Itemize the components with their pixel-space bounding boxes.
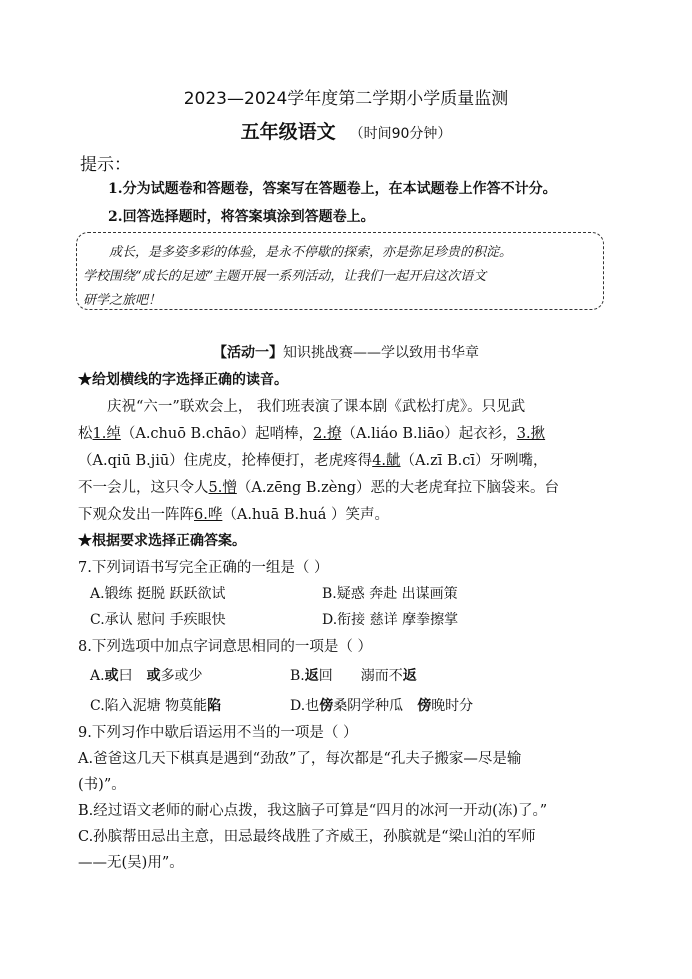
time-label: （时间90分钟）	[349, 126, 452, 142]
passage-line-2: 松1.绰（A.chuō B.chāo）起哨棒，2.撩（A.liáo B.liāo）起衣衫，3.揪	[78, 426, 546, 442]
passage-line-5: 下观众发出一阵阵6.哗（A.huā B.huá ）笑声。	[78, 507, 390, 523]
marked-char-3: 3.揪	[516, 426, 546, 442]
option-9c-line-1: C.孙膑帮田忌出主意，田忌最终战胜了齐威王，孙膑就是“梁山泊的军师	[78, 829, 536, 845]
intro-line-2: 学校围绕“成长的足迹”主题开展一系列活动，让我们一起开启这次语文	[83, 269, 487, 284]
activity-name: 知识挑战赛——学以致用书华章	[283, 345, 479, 361]
option-9b: B.经过语文老师的耐心点拨，我这脑子可算是“四月的冰河一开动(冻)了。”	[78, 803, 548, 819]
passage-line-4: 不一会儿，这只令人5.憎（A.zēng B.zèng）恶的大老虎耷拉下脑袋来。台	[78, 480, 559, 496]
hints-label: 提示：	[80, 155, 131, 175]
marked-char-6: 6.哗	[194, 507, 223, 523]
intro-line-3: 研学之旅吧！	[83, 293, 162, 308]
marked-char-2: 2.撩	[313, 426, 342, 442]
activity-tag: 【活动一】	[213, 345, 283, 361]
option-7a: A.锻练 挺脱 跃跃欲试	[90, 586, 226, 602]
option-7c: C.承认 慰问 手疾眼快	[90, 612, 226, 628]
question-9-stem: 9.下列习作中歇后语运用不当的一项是（ ）	[78, 725, 358, 741]
hint-item-1: 1.分为试题卷和答题卷，答案写在答题卷上，在本试题卷上作答不计分。	[108, 181, 557, 197]
passage-line-3: （A.qiū B.jiū）住虎皮，抡棒便打，老虎疼得4.龇（A.zī B.cī）牙咧嘴，	[78, 453, 548, 469]
question-7-stem: 7.下列词语书写完全正确的一组是（ ）	[78, 560, 329, 576]
marked-char-1: 1.绰	[92, 426, 121, 442]
question-9-options	[78, 746, 624, 876]
exam-title: 2023—2024学年度第二学期小学质量监测	[183, 89, 509, 109]
marked-char-5: 5.憎	[208, 480, 237, 496]
question-8-stem: 8.下列选项中加点字词意思相同的一项是（ ）	[78, 639, 372, 655]
hint-item-2: 2.回答选择题时，将答案填涂到答题卷上。	[108, 209, 375, 225]
option-8a: A.或曰 或多或少	[90, 668, 203, 684]
question-8-row-1	[90, 665, 417, 685]
option-7d: D.衔接 慈详 摩拳擦掌	[322, 612, 459, 628]
exam-subtitle	[0, 117, 692, 144]
option-9c-line-2: ——无(吴)用”。	[78, 855, 184, 871]
question-7-row-2	[90, 609, 459, 629]
option-8d: D.也傍桑阴学种瓜 傍晚时分	[290, 698, 474, 714]
option-7b: B.疑惑 奔赴 出谋画策	[322, 586, 458, 602]
question-8-row-2	[90, 695, 474, 715]
option-9a-line-2: (书)”。	[78, 777, 126, 793]
option-8b: B.返回 溺而不返	[290, 668, 417, 684]
question-7-row-1	[90, 583, 458, 603]
section2-instruction: ★根据要求选择正确答案。	[78, 533, 246, 549]
activity-heading	[0, 342, 692, 362]
intro-box	[76, 232, 604, 310]
section1-passage	[78, 394, 624, 529]
subject-label: 五年级语文	[240, 121, 336, 143]
section1-instruction: ★给划横线的字选择正确的读音。	[78, 372, 288, 388]
option-9a-line-1: A.爸爸这几天下棋真是遇到“劲敌”了，每次都是“孔夫子搬家—尽是输	[78, 751, 522, 767]
marked-char-4: 4.龇	[372, 453, 401, 469]
option-8c: C.陷入泥塘 物莫能陷	[90, 698, 222, 714]
passage-line-1: 庆祝“六一”联欢会上， 我们班表演了课本剧《武松打虎》。只见武	[107, 399, 526, 415]
intro-line-1: 成长，是多姿多彩的体验，是永不停歇的探索，亦是弥足珍贵的积淀。	[109, 245, 513, 260]
